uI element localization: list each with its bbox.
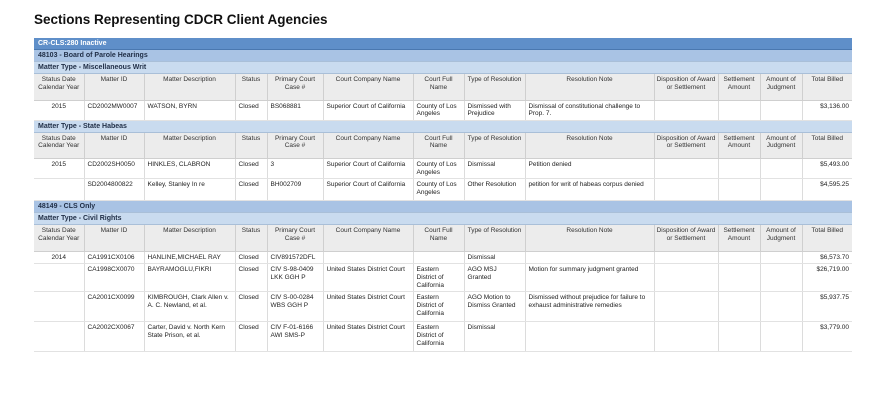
table-row: [34, 159, 852, 179]
column-header-court-company: Court Company Name: [323, 74, 413, 100]
cell-case-number: CIV S-00-0284 WBS GGH P: [267, 292, 323, 322]
cell-resolution-note: [525, 322, 654, 352]
column-header-year: Status Date Calendar Year: [34, 225, 84, 251]
column-header-case-number: Primary Court Case #: [267, 133, 323, 159]
cell-court-full-name: County of Los Angeles: [413, 100, 464, 120]
column-header-total-billed: Total Billed: [802, 74, 852, 100]
cell-total-billed: $5,937.75: [802, 292, 852, 322]
column-header-resolution-note: Resolution Note: [525, 74, 654, 100]
cell-total-billed: $6,573.70: [802, 251, 852, 264]
cell-resolution-note: Motion for summary judgment granted: [525, 264, 654, 292]
column-header-judgment-amount: Amount of Judgment: [760, 74, 802, 100]
cell-disposition: [654, 159, 718, 179]
cell-settlement-amount: [718, 100, 760, 120]
column-header-year: Status Date Calendar Year: [34, 133, 84, 159]
cell-year: [34, 322, 84, 352]
cell-resolution-note: Dismissal of constitutional challenge to Prop. 7.: [525, 100, 654, 120]
column-header-resolution-type: Type of Resolution: [464, 133, 525, 159]
cell-judgment-amount: [760, 179, 802, 201]
cell-disposition: [654, 179, 718, 201]
matter-table: [34, 74, 852, 121]
cell-matter-description: Carter, David v. North Kern State Prison, et al.: [144, 322, 235, 352]
cell-total-billed: $4,595.25: [802, 179, 852, 201]
cell-case-number: BH002709: [267, 179, 323, 201]
column-header-matter-id: Matter ID: [84, 133, 144, 159]
column-header-court-company: Court Company Name: [323, 133, 413, 159]
cell-matter-id: CA2001CX0099: [84, 292, 144, 322]
column-header-case-number: Primary Court Case #: [267, 74, 323, 100]
cell-court-company: United States District Court: [323, 292, 413, 322]
cell-status: Closed: [235, 264, 267, 292]
cell-resolution-note: petition for writ of habeas corpus denied: [525, 179, 654, 201]
column-header-total-billed: Total Billed: [802, 133, 852, 159]
cell-disposition: [654, 292, 718, 322]
group-header: CR-CLS:280 Inactive: [34, 38, 852, 50]
cell-matter-description: HANLINE,MICHAEL RAY: [144, 251, 235, 264]
matter-type-header: Matter Type - State Habeas: [34, 121, 852, 133]
cell-judgment-amount: [760, 292, 802, 322]
cell-matter-id: SD2004800822: [84, 179, 144, 201]
cell-case-number: 3: [267, 159, 323, 179]
cell-settlement-amount: [718, 251, 760, 264]
cell-court-company: [323, 251, 413, 264]
column-header-settlement-amount: Settlement Amount: [718, 133, 760, 159]
table-row: [34, 251, 852, 264]
cell-settlement-amount: [718, 179, 760, 201]
cell-year: [34, 292, 84, 322]
cell-resolution-type: Dismissal: [464, 159, 525, 179]
cell-resolution-type: Dismissal: [464, 251, 525, 264]
cell-disposition: [654, 100, 718, 120]
section-header: 48149 - CLS Only: [34, 201, 852, 213]
column-header-matter-description: Matter Description: [144, 225, 235, 251]
cell-case-number: CIV S-98-0409 LKK GGH P: [267, 264, 323, 292]
cell-court-full-name: County of Los Angeles: [413, 159, 464, 179]
column-header-judgment-amount: Amount of Judgment: [760, 225, 802, 251]
cell-resolution-type: Dismissed with Prejudice: [464, 100, 525, 120]
cell-court-company: United States District Court: [323, 322, 413, 352]
column-header-matter-id: Matter ID: [84, 74, 144, 100]
column-header-court-company: Court Company Name: [323, 225, 413, 251]
cell-resolution-type: Dismissal: [464, 322, 525, 352]
cell-year: [34, 179, 84, 201]
column-header-resolution-type: Type of Resolution: [464, 225, 525, 251]
cell-total-billed: $3,779.00: [802, 322, 852, 352]
column-header-judgment-amount: Amount of Judgment: [760, 133, 802, 159]
column-header-matter-description: Matter Description: [144, 74, 235, 100]
cell-judgment-amount: [760, 159, 802, 179]
column-header-disposition: Disposition of Award or Settlement: [654, 74, 718, 100]
cell-court-company: United States District Court: [323, 264, 413, 292]
cell-matter-id: CA1991CX0106: [84, 251, 144, 264]
cell-settlement-amount: [718, 264, 760, 292]
column-header-settlement-amount: Settlement Amount: [718, 225, 760, 251]
cell-status: Closed: [235, 179, 267, 201]
cell-settlement-amount: [718, 159, 760, 179]
section-header: 48103 - Board of Parole Hearings: [34, 50, 852, 62]
cell-resolution-type: AGO Motion to Dismiss Granted: [464, 292, 525, 322]
table-row: [34, 264, 852, 292]
report-table: [34, 38, 852, 352]
table-row: [34, 179, 852, 201]
cell-court-full-name: [413, 251, 464, 264]
cell-resolution-note: Petition denied: [525, 159, 654, 179]
cell-year: 2015: [34, 100, 84, 120]
cell-status: Closed: [235, 292, 267, 322]
cell-judgment-amount: [760, 100, 802, 120]
cell-court-full-name: County of Los Angeles: [413, 179, 464, 201]
cell-settlement-amount: [718, 292, 760, 322]
column-header-resolution-note: Resolution Note: [525, 225, 654, 251]
column-header-case-number: Primary Court Case #: [267, 225, 323, 251]
cell-resolution-note: Dismissed without prejudice for failure to exhaust administrative remedies: [525, 292, 654, 322]
column-header-row: [34, 133, 852, 159]
column-header-status: Status: [235, 225, 267, 251]
cell-resolution-type: Other Resolution: [464, 179, 525, 201]
cell-resolution-note: [525, 251, 654, 264]
column-header-status: Status: [235, 74, 267, 100]
column-header-resolution-type: Type of Resolution: [464, 74, 525, 100]
column-header-matter-description: Matter Description: [144, 133, 235, 159]
cell-disposition: [654, 322, 718, 352]
cell-total-billed: $3,136.00: [802, 100, 852, 120]
cell-settlement-amount: [718, 322, 760, 352]
column-header-court-full-name: Court Full Name: [413, 133, 464, 159]
cell-matter-description: WATSON, BYRN: [144, 100, 235, 120]
column-header-disposition: Disposition of Award or Settlement: [654, 133, 718, 159]
cell-total-billed: $26,719.00: [802, 264, 852, 292]
cell-matter-id: CA1998CX0070: [84, 264, 144, 292]
cell-year: [34, 264, 84, 292]
page-title: Sections Representing CDCR Client Agencies: [34, 12, 328, 27]
matter-table: [34, 225, 852, 352]
cell-case-number: BS068881: [267, 100, 323, 120]
cell-matter-description: HINKLES, CLABRON: [144, 159, 235, 179]
column-header-year: Status Date Calendar Year: [34, 74, 84, 100]
cell-total-billed: $5,493.00: [802, 159, 852, 179]
column-header-status: Status: [235, 133, 267, 159]
cell-resolution-type: AGO MSJ Granted: [464, 264, 525, 292]
cell-court-company: Superior Court of California: [323, 179, 413, 201]
column-header-matter-id: Matter ID: [84, 225, 144, 251]
column-header-court-full-name: Court Full Name: [413, 225, 464, 251]
cell-disposition: [654, 251, 718, 264]
cell-matter-id: CA2002CX0067: [84, 322, 144, 352]
cell-judgment-amount: [760, 251, 802, 264]
matter-table: [34, 133, 852, 202]
cell-court-company: Superior Court of California: [323, 100, 413, 120]
cell-case-number: CIV891572DFL: [267, 251, 323, 264]
cell-status: Closed: [235, 100, 267, 120]
cell-case-number: CIV F-01-6166 AWI SMS-P: [267, 322, 323, 352]
cell-year: 2014: [34, 251, 84, 264]
column-header-disposition: Disposition of Award or Settlement: [654, 225, 718, 251]
matter-type-header: Matter Type - Civil Rights: [34, 213, 852, 225]
cell-court-company: Superior Court of California: [323, 159, 413, 179]
cell-matter-description: Kelley, Stanley In re: [144, 179, 235, 201]
cell-judgment-amount: [760, 322, 802, 352]
table-row: [34, 292, 852, 322]
matter-type-header: Matter Type - Miscellaneous Writ: [34, 62, 852, 74]
column-header-row: [34, 225, 852, 251]
cell-court-full-name: Eastern District of California: [413, 322, 464, 352]
column-header-settlement-amount: Settlement Amount: [718, 74, 760, 100]
cell-judgment-amount: [760, 264, 802, 292]
cell-matter-id: CD2002SH0050: [84, 159, 144, 179]
column-header-resolution-note: Resolution Note: [525, 133, 654, 159]
cell-status: Closed: [235, 251, 267, 264]
cell-matter-description: BAYRAMOGLU,FIKRI: [144, 264, 235, 292]
table-row: [34, 322, 852, 352]
cell-matter-description: KIMBROUGH, Clark Allen v. A. C. Newland, et al.: [144, 292, 235, 322]
column-header-total-billed: Total Billed: [802, 225, 852, 251]
cell-court-full-name: Eastern District of California: [413, 264, 464, 292]
cell-court-full-name: Eastern District of California: [413, 292, 464, 322]
cell-status: Closed: [235, 159, 267, 179]
cell-matter-id: CD2002MW0007: [84, 100, 144, 120]
cell-status: Closed: [235, 322, 267, 352]
cell-year: 2015: [34, 159, 84, 179]
cell-disposition: [654, 264, 718, 292]
column-header-court-full-name: Court Full Name: [413, 74, 464, 100]
table-row: [34, 100, 852, 120]
column-header-row: [34, 74, 852, 100]
